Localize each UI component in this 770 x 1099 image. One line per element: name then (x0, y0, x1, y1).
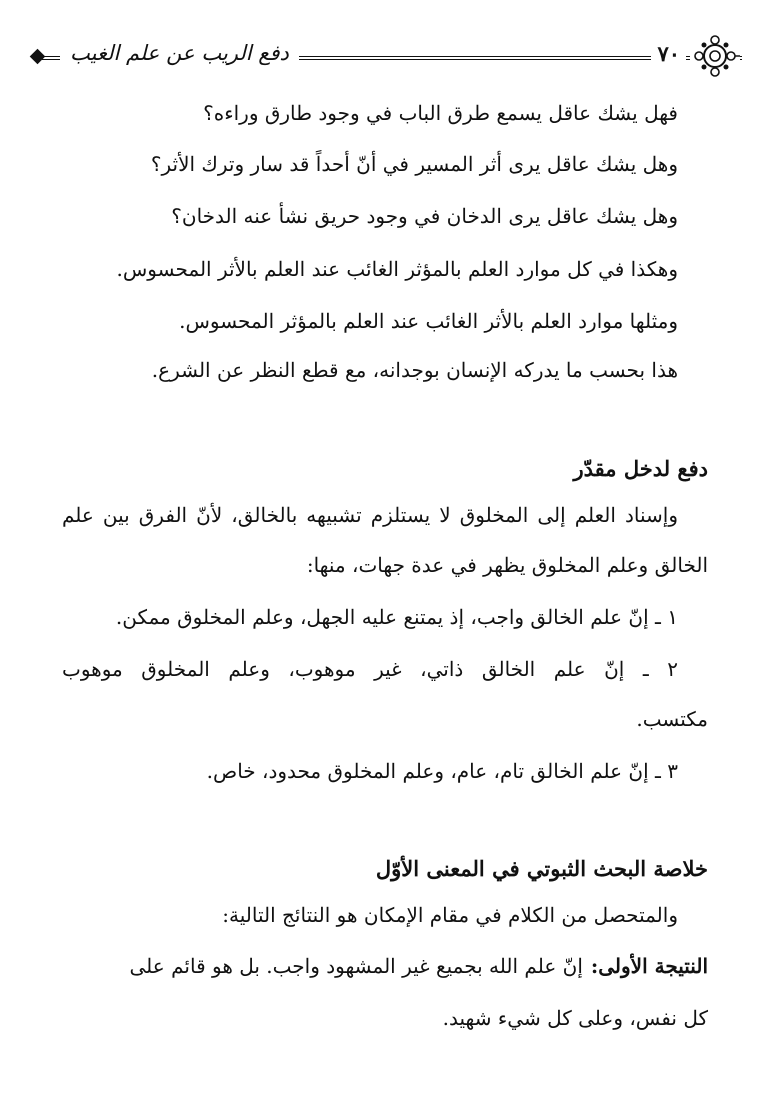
list-item: ١ ـ إنّ علم الخالق واجب، إذ يمتنع عليه الجهل، وعلم المخلوق ممكن. (115, 605, 678, 629)
paragraph-line: وهل يشك عاقل يرى أثر المسير في أنّ أحداً قد سار وترك الأثر؟ (150, 152, 678, 176)
paragraph-line: ومثلها موارد العلم بالأثر الغائب عند العلم بالمؤثر المحسوس. (179, 309, 678, 333)
paragraph-line: هذا بحسب ما يدركه الإنسان بوجدانه، مع قطع النظر عن الشرع. (151, 358, 678, 382)
list-item: ٢ ـ إنّ علم الخالق ذاتي، غير موهوب، وعلم المخلوق موهوب (62, 657, 678, 681)
section-heading: دفع لدخل مقدّر (573, 456, 708, 481)
paragraph-line: الخالق وعلم المخلوق يظهر في عدة جهات، منها: (306, 553, 708, 577)
result-line (62, 951, 708, 981)
result-text: إنّ علم الله بجميع غير المشهود واجب. بل هو قائم على (129, 954, 583, 978)
list-item: ٣ ـ إنّ علم الخالق تام، عام، وعلم المخلوق محدود، خاص. (206, 759, 678, 783)
running-title: دفع الريب عن علم الغيب (60, 36, 299, 70)
list-item-continuation: مكتسب. (636, 707, 708, 731)
paragraph-line: والمتحصل من الكلام في مقام الإمكان هو النتائج التالية: (222, 903, 678, 927)
paragraph-line: وإسناد العلم إلى المخلوق لا يستلزم تشبيهه بالخالق، لأنّ الفرق بين علم (62, 503, 678, 527)
section-heading: خلاصة البحث الثبوتي في المعنى الأوّل (375, 856, 708, 881)
floral-ornament-icon (690, 34, 740, 78)
paragraph-line: كل نفس، وعلى كل شيء شهيد. (442, 1006, 708, 1030)
result-label: النتيجة الأولى: (590, 954, 708, 978)
page-number: ٧٠ (651, 38, 686, 70)
page-header (28, 34, 742, 82)
paragraph-line: وهكذا في كل موارد العلم بالمؤثر الغائب عند العلم بالأثر المحسوس. (116, 257, 678, 281)
paragraph-line: فهل يشك عاقل يسمع طرق الباب في وجود طارق وراءه؟ (203, 101, 678, 125)
diamond-ornament-icon (30, 49, 46, 65)
paragraph-line: وهل يشك عاقل يرى الدخان في وجود حريق نشأ عنه الدخان؟ (171, 204, 678, 228)
